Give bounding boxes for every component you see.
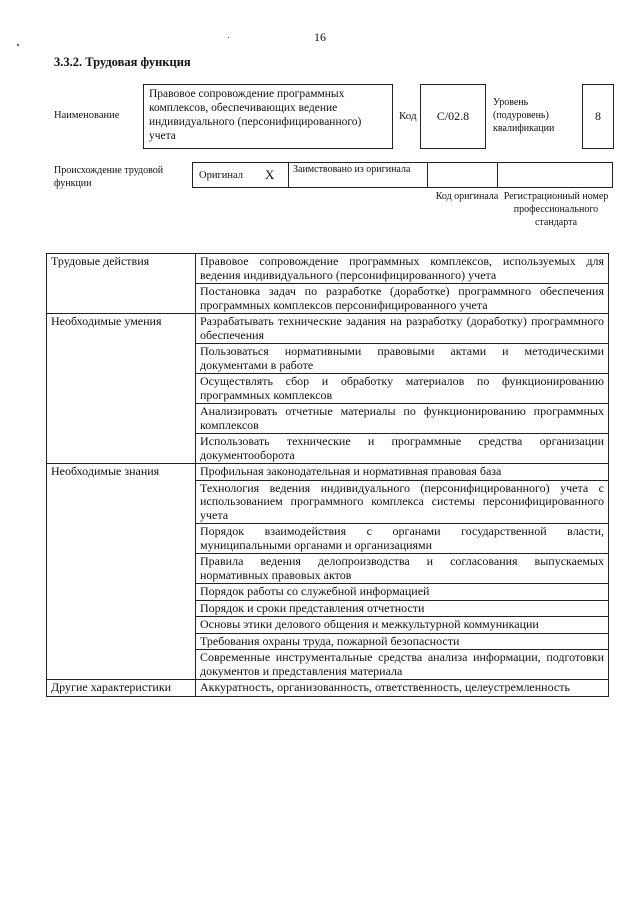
section-title: 3.3.2. Трудовая функция [54, 55, 191, 69]
section-item: Аккуратность, организованность, ответственность, целеустремленность [196, 680, 609, 697]
original-label: Оригинал [199, 169, 243, 181]
original-cell [192, 162, 289, 188]
page-number: 16 [314, 30, 326, 44]
section-item: Использовать технические и программные средства организации документооборота [196, 434, 609, 464]
section-item: Разрабатывать технические задания на разработку (доработку) программного обеспечения [196, 314, 609, 344]
section-header: Необходимые знания [47, 464, 196, 680]
function-table [46, 253, 609, 697]
original-mark: X [265, 167, 275, 182]
section-item: Порядок работы со служебной информацией [196, 584, 609, 601]
table-row [47, 254, 609, 284]
section-item: Современные инструментальные средства анализа информации, подготовки документов и представления материала [196, 650, 609, 680]
section-item: Профильная законодательная и нормативная правовая база [196, 464, 609, 481]
name-label: Наименование [54, 110, 120, 121]
section-item: Анализировать отчетные материалы по функционированию программных комплексов [196, 404, 609, 434]
borrowed-cell: Заимствовано из оригинала [288, 162, 428, 188]
section-header: Необходимые умения [47, 314, 196, 464]
section-header: Другие характеристики [47, 680, 196, 697]
section-item: Технология ведения индивидуального (персонифицированного) учета с использованием программного комплекса системы персонифицированного учета [196, 480, 609, 524]
code-value-box: C/02.8 [420, 84, 486, 149]
section-item: Постановка задач по разработке (доработке) программного обеспечения программных комплексов персонифицированного учета [196, 284, 609, 314]
table-row [47, 680, 609, 697]
table-row [47, 464, 609, 481]
section-item: Требования охраны труда, пожарной безопасности [196, 633, 609, 650]
origin-row [192, 162, 614, 188]
code-original-cell [427, 162, 498, 188]
section-item: Основы этики делового общения и межкультурной коммуникации [196, 617, 609, 634]
function-name-box: Правовое сопровождение программных комплексов, обеспечивающих ведение индивидуального (персонифицированного) учета [143, 84, 393, 149]
table-row [47, 314, 609, 344]
section-item: Осуществлять сбор и обработку материалов по функционированию программных комплексов [196, 374, 609, 404]
section-item: Порядок и сроки представления отчетности [196, 600, 609, 617]
section-item: Порядок взаимодействия с органами государственной власти, муниципальными органами и организациями [196, 524, 609, 554]
section-item: Пользоваться нормативными правовыми актами и методическими документами в работе [196, 344, 609, 374]
level-label: Уровень (подуровень) квалификации [493, 97, 555, 134]
reg-number-label: Регистрационный номер профессионального стандарта [503, 191, 609, 228]
section-item: Правовое сопровождение программных комплексов, используемых для ведения индивидуального (персонифицированного) учета [196, 254, 609, 284]
code-label: Код [399, 110, 417, 122]
section-item: Правила ведения делопроизводства и согласования выпускаемых нормативных правовых актов [196, 554, 609, 584]
level-value-box: 8 [582, 84, 614, 149]
section-header: Трудовые действия [47, 254, 196, 314]
code-original-label: Код оригинала [435, 191, 499, 202]
origin-label: Происхождение трудовой функции [54, 165, 164, 189]
reg-number-cell [497, 162, 613, 188]
